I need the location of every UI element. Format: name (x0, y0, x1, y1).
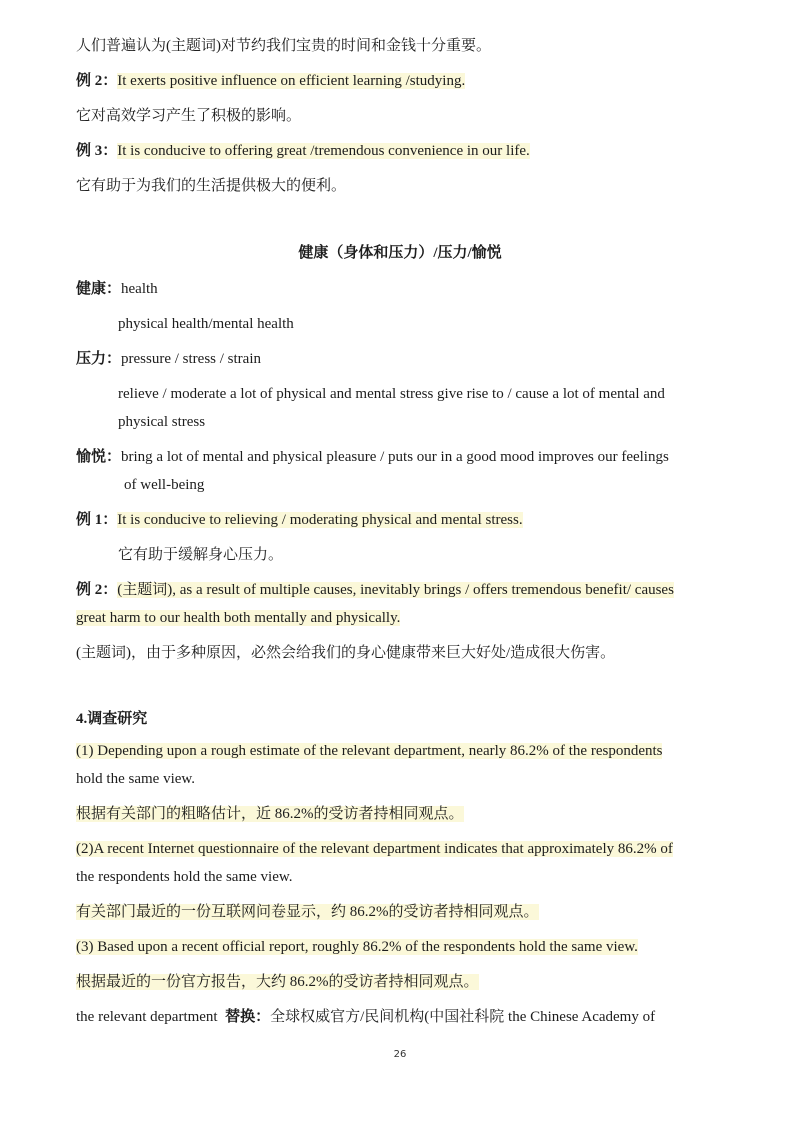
example-label: 例 2： (76, 582, 118, 598)
survey-2-en-text: (2)A recent Internet questionnaire of the relevant department indicates that approximately 86.2% of (76, 841, 673, 857)
example-text: It exerts positive influence on efficient learning /studying. (117, 73, 466, 89)
term-text: pressure / stress / strain (121, 351, 261, 367)
survey-3-cn (76, 972, 479, 992)
replacement-term: the relevant department (76, 1009, 218, 1025)
health-sub: physical health/mental health (118, 316, 294, 332)
survey-2-en (76, 839, 673, 859)
example-text-cont: great harm to our health both mentally and physically. (76, 610, 401, 626)
survey-2-cn-text: 有关部门最近的一份互联网问卷显示，约 86.2%的受访者持相同观点。 (76, 904, 539, 920)
example-text: It is conducive to offering great /tremendous convenience in our life. (117, 143, 530, 159)
section-title-health: 健康（身体和压力）/压力/愉悦 (298, 245, 502, 261)
pressure-sub-1: relieve / moderate a lot of physical and mental stress give rise to / cause a lot of mental and (118, 386, 665, 402)
survey-2-en-cont: the respondents hold the same view. (76, 869, 293, 885)
survey-1-en-cont: hold the same view. (76, 771, 195, 787)
survey-1-cn-text: 根据有关部门的粗略估计，近 86.2%的受访者持相同观点。 (76, 806, 464, 822)
pleasure-line (76, 447, 669, 467)
health-line (76, 279, 158, 299)
health-example-2-cont (76, 608, 400, 628)
term-label: 健康： (76, 281, 122, 297)
survey-2-cn (76, 902, 539, 922)
survey-1-en-text: (1) Depending upon a rough estimate of the relevant department, nearly 86.2% of the respondents (76, 743, 663, 759)
survey-1-en (76, 741, 662, 761)
example-2-cn: 它对高效学习产生了积极的影响。 (76, 108, 302, 124)
survey-3-en-text: (3) Based upon a recent official report, roughly 86.2% of the respondents hold the same view. (76, 939, 638, 955)
example-3-cn: 它有助于为我们的生活提供极大的便利。 (76, 178, 347, 194)
term-label: 愉悦： (76, 449, 122, 465)
survey-1-cn (76, 804, 464, 824)
term-label: 压力： (76, 351, 122, 367)
survey-3-cn-text: 根据最近的一份官方报告，大约 86.2%的受访者持相同观点。 (76, 974, 479, 990)
line-intro-cn: 人们普遍认为(主题词)对节约我们宝贵的时间和金钱十分重要。 (76, 38, 491, 54)
term-text: bring a lot of mental and physical pleasure / puts our in a good mood improves our feelings (121, 449, 669, 465)
health-example-2 (76, 580, 674, 600)
example-2-line (76, 71, 465, 91)
replacement-label: 替换： (225, 1009, 271, 1025)
example-text: (主题词), as a result of multiple causes, inevitably brings / offers tremendous benefit/ causes (117, 582, 674, 598)
example-text: It is conducive to relieving / moderating physical and mental stress. (117, 512, 523, 528)
pressure-line (76, 349, 261, 369)
example-label: 例 3： (76, 143, 118, 159)
example-label: 例 2： (76, 73, 118, 89)
pressure-sub-2: physical stress (118, 414, 206, 430)
example-label: 例 1： (76, 512, 118, 528)
health-example-2-cn: (主题词)，由于多种原因，必然会给我们的身心健康带来巨大好处/造成很大伤害。 (76, 645, 616, 661)
health-example-1-cn: 它有助于缓解身心压力。 (118, 547, 284, 563)
pleasure-sub: of well-being (124, 477, 205, 493)
example-3-line (76, 141, 530, 161)
replacement-text: 全球权威官方/民间机构(中国社科院 the Chinese Academy of (270, 1009, 656, 1025)
section-title-survey: 4.调查研究 (76, 711, 148, 727)
replacement-line (76, 1007, 655, 1027)
health-example-1 (76, 510, 523, 530)
term-text: health (121, 281, 158, 297)
survey-3-en (76, 937, 638, 957)
page-number: 26 (393, 1049, 407, 1060)
